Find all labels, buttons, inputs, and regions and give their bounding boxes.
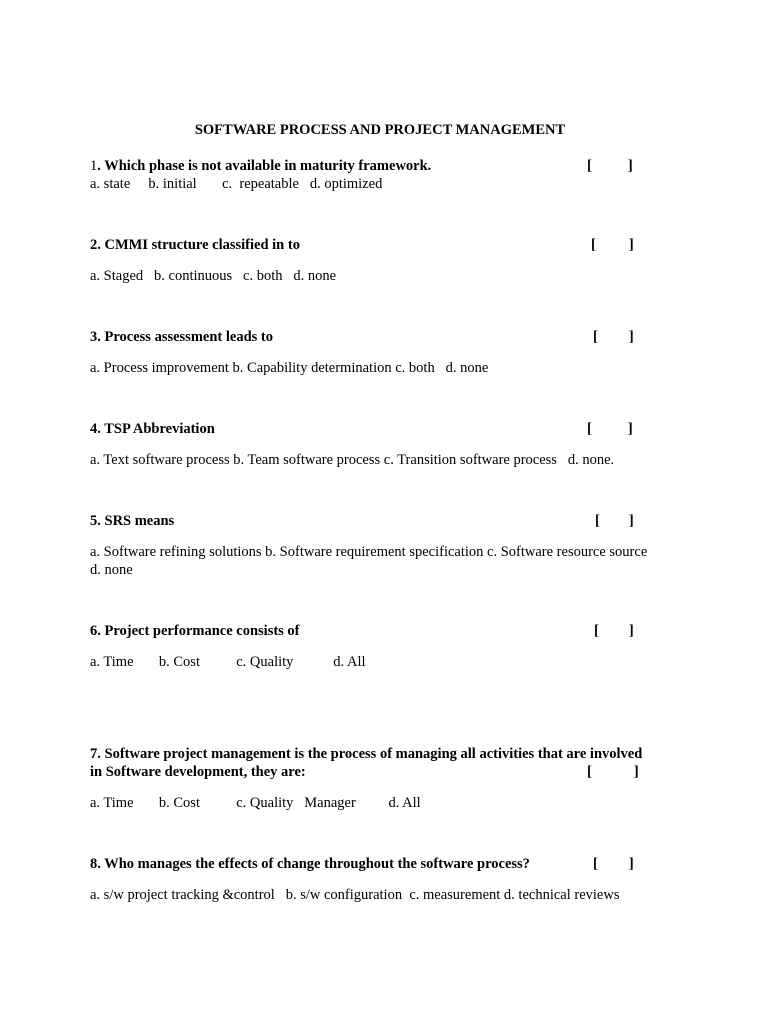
- answer-box-7: [ ]: [587, 764, 639, 780]
- question-7-text: 7. Software project management is the process of managing all activities that are involved: [90, 746, 643, 762]
- question-5-options: a. Software refining solutions b. Software requirement specification c. Software resource source: [90, 544, 648, 560]
- answer-box-2: [ ]: [591, 237, 634, 253]
- page-title: SOFTWARE PROCESS AND PROJECT MANAGEMENT: [194, 122, 566, 138]
- question-2-text: 2. CMMI structure classified in to: [90, 237, 300, 253]
- question-6-text: 6. Project performance consists of: [90, 623, 300, 639]
- answer-box-1: [ ]: [587, 158, 633, 174]
- question-8-options: a. s/w project tracking &control b. s/w configuration c. measurement d. technical reviews: [90, 887, 620, 903]
- question-8-text: 8. Who manages the effects of change throughout the software process?: [90, 856, 530, 872]
- question-3-options: a. Process improvement b. Capability determination c. both d. none: [90, 360, 489, 376]
- answer-box-6: [ ]: [594, 623, 634, 639]
- question-1: [90, 157, 431, 175]
- question-5-text: 5. SRS means: [90, 513, 175, 529]
- question-1-text: . Which phase is not available in maturity framework.: [97, 158, 432, 174]
- answer-box-4: [ ]: [587, 421, 633, 437]
- answer-box-8: [ ]: [593, 856, 634, 872]
- question-7-text-line2: in Software development, they are:: [90, 764, 306, 780]
- answer-box-3: [ ]: [593, 329, 634, 345]
- question-6-options: a. Time b. Cost c. Quality d. All: [90, 654, 366, 670]
- question-1-options: a. state b. initial c. repeatable d. optimized: [90, 176, 383, 192]
- question-2-options: a. Staged b. continuous c. both d. none: [90, 268, 337, 284]
- question-1-number: 1: [90, 158, 98, 174]
- answer-box-5: [ ]: [595, 513, 634, 529]
- question-7-options: a. Time b. Cost c. Quality Manager d. All: [90, 795, 421, 811]
- question-5-options-line2: d. none: [90, 562, 133, 578]
- question-4-text: 4. TSP Abbreviation: [90, 421, 215, 437]
- question-3-text: 3. Process assessment leads to: [90, 329, 273, 345]
- question-4-options: a. Text software process b. Team software process c. Transition software process d. none.: [90, 452, 615, 468]
